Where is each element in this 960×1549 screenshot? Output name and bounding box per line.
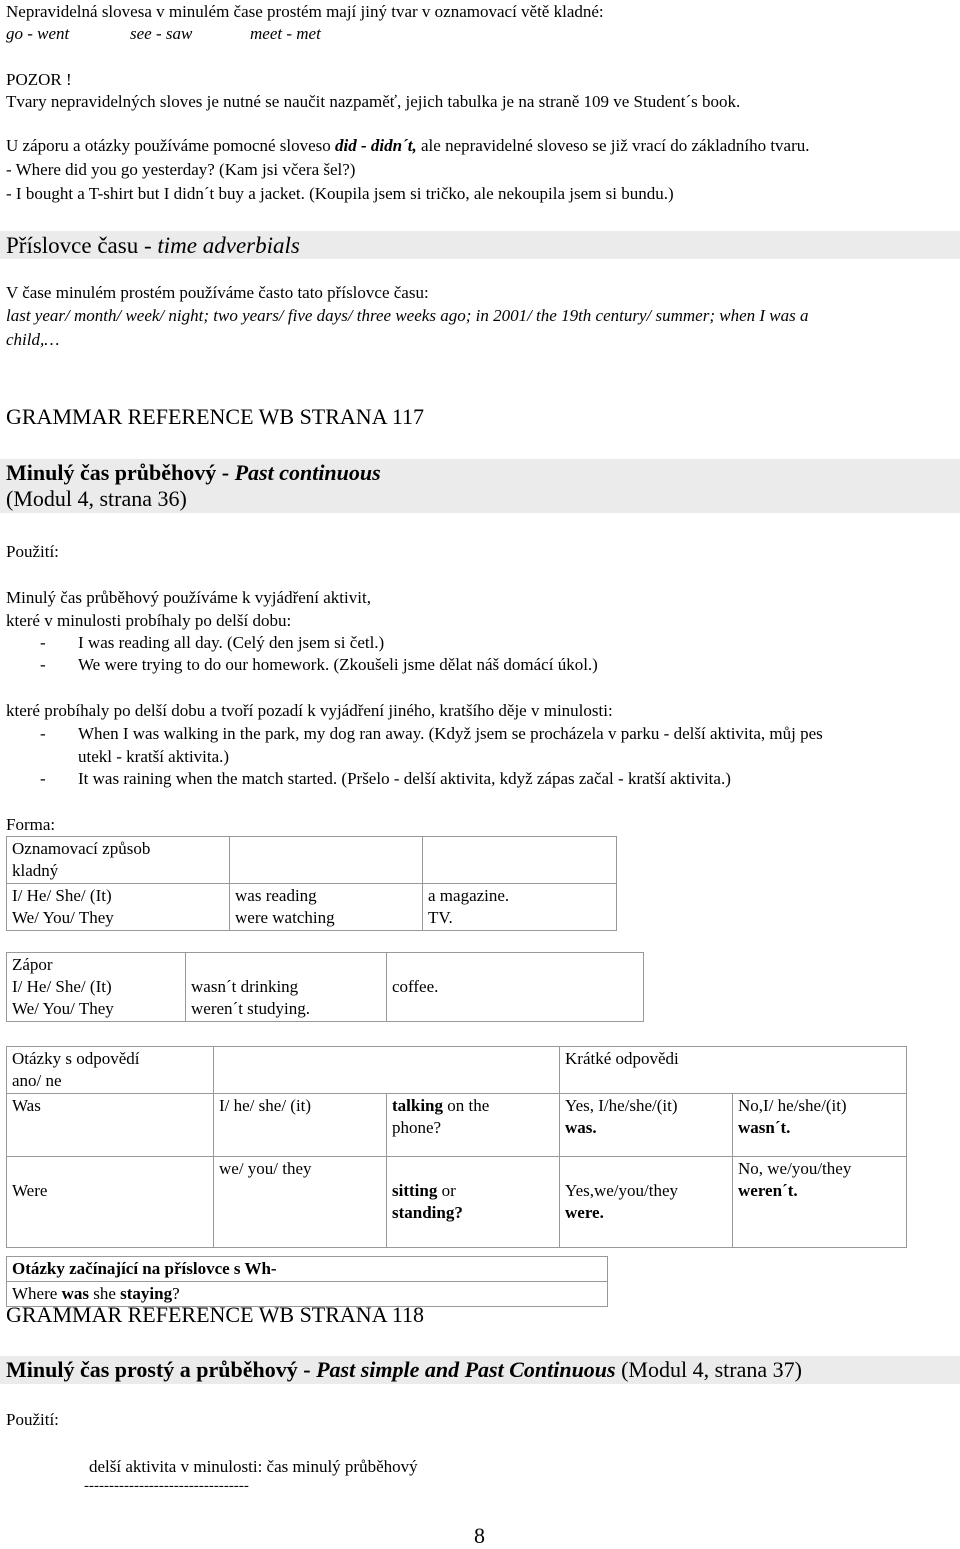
page-number: 8 (474, 1523, 485, 1548)
no-answer-cell: No,I/ he/she/(it) wasn´t. (733, 1094, 907, 1157)
positive-verbs: was reading were watching (230, 884, 423, 931)
usage-label: Použití: (6, 1410, 59, 1429)
forma-label: Forma: (6, 815, 56, 834)
negative-table (6, 952, 644, 1022)
cell (214, 1047, 560, 1094)
example-go: go - went (6, 24, 70, 43)
negative-object: coffee. (387, 953, 644, 1022)
wh-questions-table (6, 1256, 608, 1307)
yes-answer-cell: Yes, I/he/she/(it) was. (560, 1094, 733, 1157)
questions-table (6, 1046, 907, 1248)
usage-line-2: které v minulosti probíhaly po delší dobu: (6, 611, 292, 630)
warning-title: POZOR ! (6, 70, 72, 89)
past-simple-continuous-heading: Minulý čas prostý a průběhový - Past simple and Past Continuous (Modul 4, strana 37) (6, 1357, 802, 1382)
usage-label: Použití: (6, 542, 59, 561)
negative-subjects: Zápor I/ He/ She/ (It) We/ You/ They (7, 953, 186, 1022)
verb-cell: sitting or standing? (387, 1157, 560, 1248)
wh-example: Where was she staying? (7, 1282, 608, 1307)
usage-line-6-cont: utekl - kratší aktivita.) (78, 747, 230, 766)
cell (230, 837, 423, 884)
subject-cell: we/ you/ they (214, 1157, 387, 1248)
warning-text: Tvary nepravidelných sloves je nutné se naučit nazpaměť, jejich tabulka je na straně 109 ve Student´s book. (6, 92, 741, 111)
negative-verbs: wasn´t drinking weren´t studying. (186, 953, 387, 1022)
cell (423, 837, 617, 884)
verb-cell: talking on the phone? (387, 1094, 560, 1157)
past-continuous-heading: Minulý čas průběhový - Past continuous (6, 460, 381, 485)
no-answer-cell: No, we/you/they weren´t. (733, 1157, 907, 1248)
negation-example-2: - I bought a T-shirt but I didn´t buy a jacket. (Koupila jsem si tričko, ale nekoupila jsem si bundu.) (6, 184, 674, 203)
adverbs-intro: V čase minulém prostém používáme často tato příslovce času: (6, 283, 429, 302)
short-answers-head: Krátké odpovědi (560, 1047, 907, 1094)
adverbs-heading: Příslovce času - time adverbials (6, 233, 300, 258)
dashed-line: --------------------------------- (84, 1478, 249, 1494)
negation-example-1: - Where did you go yesterday? (Kam jsi včera šel?) (6, 160, 356, 179)
bullet: - (40, 724, 46, 743)
usage-line-4: We were trying to do our homework. (Zkoušeli jsme dělat náš domácí úkol.) (78, 655, 598, 674)
wh-head: Otázky začínající na příslovce s Wh- (7, 1257, 608, 1282)
past-continuous-module: (Modul 4, strana 36) (6, 486, 187, 511)
positive-objects: a magazine. TV. (423, 884, 617, 931)
negation-text: U záporu a otázky používáme pomocné sloveso did - didn´t, ale nepravidelné sloveso se již vrací do základního tvaru. (6, 136, 810, 155)
usage-line: delší aktivita v minulosti: čas minulý průběhový (89, 1457, 418, 1476)
was-cell: Was (7, 1094, 214, 1157)
intro-line: Nepravidelná slovesa v minulém čase prostém mají jiný tvar v oznamovací větě kladné: (6, 2, 604, 21)
adverbs-list: last year/ month/ week/ night; two years/ five days/ three weeks ago; in 2001/ the 19th century/ summer; when I was a (6, 306, 809, 325)
positive-table (6, 836, 617, 931)
bullet: - (40, 633, 46, 652)
adverbs-list-cont: child,… (6, 330, 60, 349)
were-cell: Were (7, 1157, 214, 1248)
bullet: - (40, 655, 46, 674)
usage-line-7: It was raining when the match started. (Pršelo - delší aktivita, když zápas začal - kratší aktivita.) (78, 769, 731, 788)
grammar-reference-118: GRAMMAR REFERENCE WB STRANA 118 (6, 1302, 425, 1327)
example-see: see - saw (130, 24, 193, 43)
usage-line-3: I was reading all day. (Celý den jsem si četl.) (78, 633, 385, 652)
usage-line-6: When I was walking in the park, my dog ran away. (Když jsem se procházela v parku - delší aktivita, můj pes (78, 724, 823, 743)
positive-subjects: I/ He/ She/ (It) We/ You/ They (7, 884, 230, 931)
positive-head: Oznamovací způsob kladný (7, 837, 230, 884)
bullet: - (40, 769, 46, 788)
example-meet: meet - met (250, 24, 321, 43)
questions-head: Otázky s odpovědí ano/ ne (7, 1047, 214, 1094)
yes-answer-cell: Yes,we/you/they were. (560, 1157, 733, 1248)
grammar-reference-117: GRAMMAR REFERENCE WB STRANA 117 (6, 404, 425, 429)
subject-cell: I/ he/ she/ (it) (214, 1094, 387, 1157)
usage-line-5: které probíhaly po delší dobu a tvoří pozadí k vyjádření jiného, kratšího děje v minulosti: (6, 701, 613, 720)
usage-line-1: Minulý čas průběhový používáme k vyjádření aktivit, (6, 588, 371, 607)
